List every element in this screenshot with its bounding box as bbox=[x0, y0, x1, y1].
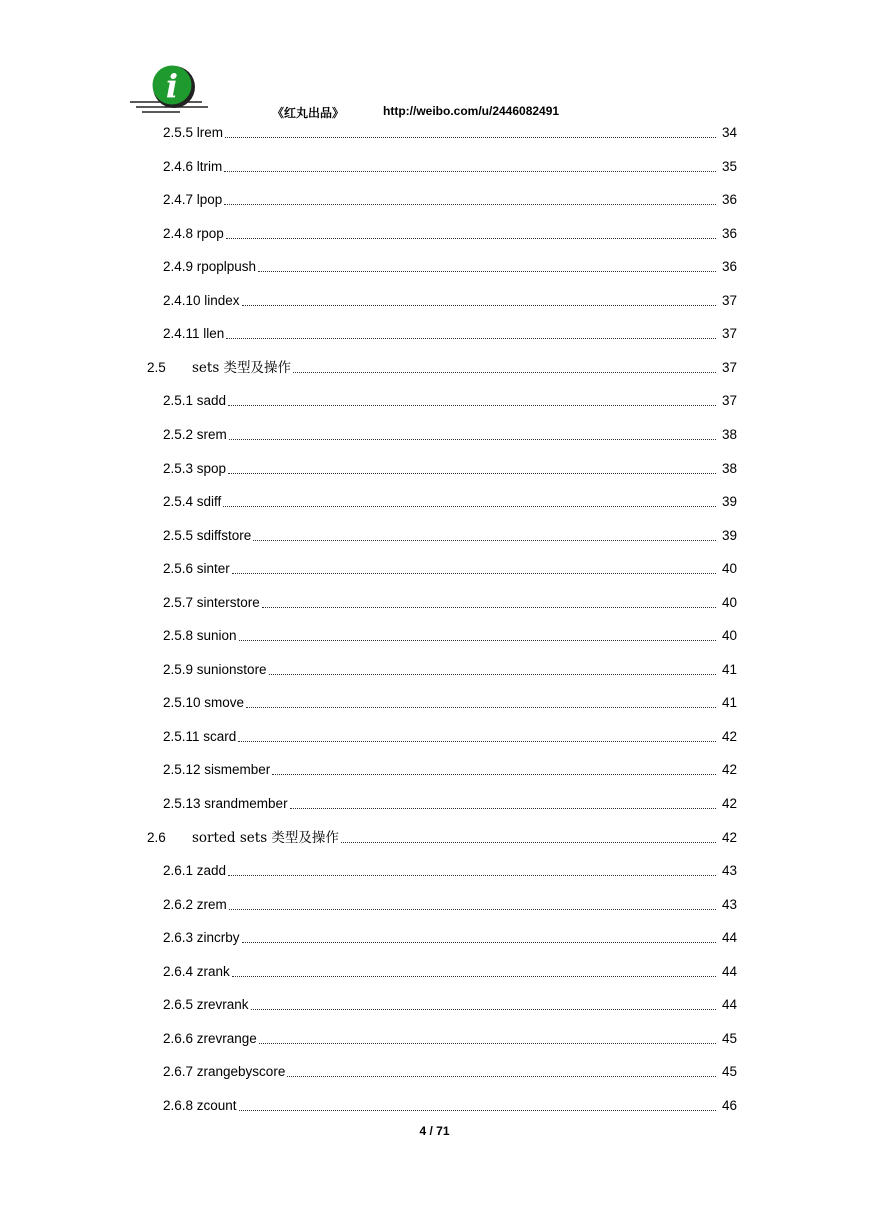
toc-dot-leader bbox=[225, 137, 716, 138]
toc-entry[interactable] bbox=[163, 994, 737, 1014]
toc-page-number: 43 bbox=[721, 863, 737, 879]
page-header bbox=[0, 0, 869, 125]
toc-entry[interactable] bbox=[163, 491, 737, 511]
toc-page-number: 45 bbox=[721, 1030, 737, 1046]
toc-page-number: 36 bbox=[721, 192, 737, 208]
toc-section-entry[interactable] bbox=[147, 827, 737, 847]
page-number: 4 / 71 bbox=[419, 1124, 450, 1138]
toc-entry-title: 2.6.5 zrevrank bbox=[163, 997, 249, 1013]
toc-entry[interactable] bbox=[163, 525, 737, 545]
toc-page-number: 40 bbox=[721, 594, 737, 610]
toc-page-number: 35 bbox=[721, 158, 737, 174]
toc-dot-leader bbox=[226, 238, 716, 239]
toc-dot-leader bbox=[228, 405, 716, 406]
toc-section-number: 2.6 bbox=[147, 829, 166, 845]
toc-page-number: 37 bbox=[721, 393, 737, 409]
toc-page-number: 40 bbox=[721, 561, 737, 577]
toc-entry-title: 2.6.3 zincrby bbox=[163, 930, 240, 946]
toc-page-number: 38 bbox=[721, 460, 737, 476]
toc-entry-title: 2.4.10 lindex bbox=[163, 292, 240, 308]
toc-dot-leader bbox=[229, 439, 716, 440]
toc-entry-title: 2.6.1 zadd bbox=[163, 863, 227, 879]
toc-dot-leader bbox=[246, 707, 716, 708]
toc-dot-leader bbox=[251, 1009, 716, 1010]
toc-entry[interactable] bbox=[163, 894, 737, 914]
toc-entry[interactable] bbox=[163, 692, 737, 712]
toc-section-entry[interactable] bbox=[147, 357, 737, 377]
toc-dot-leader bbox=[224, 171, 716, 172]
toc-dot-leader bbox=[226, 338, 716, 339]
toc-page-number: 38 bbox=[721, 426, 737, 442]
toc-entry-title: 2.5.10 smove bbox=[163, 695, 245, 711]
toc-entry-title: 2.5.7 sinterstore bbox=[163, 594, 260, 610]
toc-entry-title: 2.6.2 zrem bbox=[163, 896, 227, 912]
toc-dot-leader bbox=[242, 305, 716, 306]
toc-dot-leader bbox=[272, 774, 716, 775]
toc-dot-leader bbox=[228, 473, 716, 474]
toc-dot-leader bbox=[223, 506, 716, 507]
toc-entry[interactable] bbox=[163, 424, 737, 444]
toc-entry[interactable] bbox=[163, 122, 737, 142]
toc-page-number: 40 bbox=[721, 628, 737, 644]
info-logo-icon bbox=[128, 64, 210, 114]
toc-page-number: 42 bbox=[721, 762, 737, 778]
toc-entry-title: 2.4.7 lpop bbox=[163, 192, 223, 208]
toc-dot-leader bbox=[290, 808, 716, 809]
toc-dot-leader bbox=[238, 741, 716, 742]
toc-entry-title: 2.5.2 srem bbox=[163, 426, 227, 442]
toc-entry-title: 2.4.11 llen bbox=[163, 326, 225, 342]
toc-page-number: 42 bbox=[721, 796, 737, 811]
toc-entry[interactable] bbox=[163, 323, 737, 343]
toc-dot-leader bbox=[262, 607, 716, 608]
toc-entry-title: 2.6.7 zrangebyscore bbox=[163, 1064, 286, 1080]
toc-dot-leader bbox=[293, 372, 716, 373]
toc-entry[interactable] bbox=[163, 860, 737, 880]
toc-page-number: 44 bbox=[721, 930, 737, 946]
toc-entry[interactable] bbox=[163, 558, 737, 578]
header-url: http://weibo.com/u/2446082491 bbox=[383, 104, 560, 118]
toc-entry[interactable] bbox=[163, 156, 737, 176]
toc-page-number: 44 bbox=[721, 963, 737, 979]
toc-entry[interactable] bbox=[163, 256, 737, 276]
toc-entry[interactable] bbox=[163, 726, 737, 746]
toc-entry[interactable] bbox=[163, 223, 737, 243]
toc-entry[interactable] bbox=[163, 1061, 737, 1081]
brand-text: 《红丸出品》 bbox=[272, 106, 345, 120]
toc-entry-title: 2.5.5 sdiffstore bbox=[163, 527, 252, 543]
toc-page-number: 42 bbox=[721, 829, 737, 845]
toc-entry[interactable] bbox=[163, 659, 737, 679]
toc-dot-leader bbox=[341, 842, 716, 843]
toc-entry-title: 2.5.13 srandmember bbox=[163, 796, 288, 811]
toc-dot-leader bbox=[239, 1110, 716, 1111]
toc-dot-leader bbox=[232, 573, 716, 574]
toc-entry-title: 2.6.6 zrevrange bbox=[163, 1030, 257, 1046]
toc-dot-leader bbox=[228, 875, 716, 876]
toc-entry-title: 2.4.9 rpoplpush bbox=[163, 259, 257, 275]
toc-entry-title: 2.5.12 sismember bbox=[163, 762, 271, 778]
toc-page-number: 39 bbox=[721, 527, 737, 543]
toc-entry-title: 2.5.6 sinter bbox=[163, 561, 230, 577]
toc-entry-title: 2.5.9 sunionstore bbox=[163, 661, 267, 677]
toc-entry-title: sets 类型及操作 bbox=[192, 359, 292, 376]
toc-dot-leader bbox=[269, 674, 716, 675]
toc-entry[interactable] bbox=[163, 927, 737, 947]
toc-dot-leader bbox=[258, 271, 716, 272]
toc-entry-title: 2.5.4 sdiff bbox=[163, 494, 222, 510]
toc-dot-leader bbox=[232, 976, 716, 977]
toc-page-number: 46 bbox=[721, 1097, 737, 1113]
toc-dot-leader bbox=[287, 1076, 716, 1077]
toc-page-number: 42 bbox=[721, 728, 737, 744]
toc-entry[interactable] bbox=[163, 625, 737, 645]
toc-page-number: 37 bbox=[721, 326, 737, 342]
toc-page-number: 36 bbox=[721, 225, 737, 241]
toc-entry[interactable] bbox=[163, 961, 737, 981]
toc-entry-title: 2.6.4 zrank bbox=[163, 963, 230, 979]
toc-entry-title: 2.5.11 scard bbox=[163, 728, 237, 744]
toc-page-number: 41 bbox=[721, 661, 737, 677]
toc-page-number: 43 bbox=[721, 896, 737, 912]
toc-entry-title: 2.5.5 lrem bbox=[163, 125, 224, 140]
toc-dot-leader bbox=[253, 540, 716, 541]
toc-entry-title: 2.6.8 zcount bbox=[163, 1097, 237, 1113]
toc-section-number: 2.5 bbox=[147, 359, 166, 375]
toc-entry-title: 2.5.8 sunion bbox=[163, 628, 237, 644]
toc-page-number: 45 bbox=[721, 1064, 737, 1080]
toc-dot-leader bbox=[259, 1043, 716, 1044]
toc-page-number: 41 bbox=[721, 695, 737, 711]
toc-entry[interactable] bbox=[163, 189, 737, 209]
toc-page-number: 39 bbox=[721, 494, 737, 510]
toc-page-number: 44 bbox=[721, 997, 737, 1013]
toc-entry-title: 2.4.8 rpop bbox=[163, 225, 224, 241]
toc-entry[interactable] bbox=[163, 458, 737, 478]
toc-dot-leader bbox=[224, 204, 716, 205]
toc-page-number: 36 bbox=[721, 259, 737, 275]
toc-dot-leader bbox=[242, 942, 716, 943]
toc-entry[interactable] bbox=[163, 793, 737, 813]
toc-page-number: 37 bbox=[721, 359, 737, 375]
toc-page-number: 37 bbox=[721, 292, 737, 308]
toc-entry[interactable] bbox=[163, 1028, 737, 1048]
toc-entry[interactable] bbox=[163, 592, 737, 612]
svg-text:i: i bbox=[165, 67, 179, 105]
toc-page-number: 34 bbox=[721, 125, 737, 140]
toc-entry-title: 2.5.1 sadd bbox=[163, 393, 227, 409]
toc-dot-leader bbox=[239, 640, 716, 641]
toc-entry-title: 2.4.6 ltrim bbox=[163, 158, 223, 174]
toc-entry[interactable] bbox=[163, 290, 737, 310]
toc-entry-title: sorted sets 类型及操作 bbox=[192, 829, 339, 846]
toc-entry[interactable] bbox=[163, 1095, 737, 1115]
toc-entry[interactable] bbox=[163, 390, 737, 410]
toc-entry[interactable] bbox=[163, 759, 737, 779]
toc-entry-title: 2.5.3 spop bbox=[163, 460, 227, 476]
toc-dot-leader bbox=[229, 909, 716, 910]
